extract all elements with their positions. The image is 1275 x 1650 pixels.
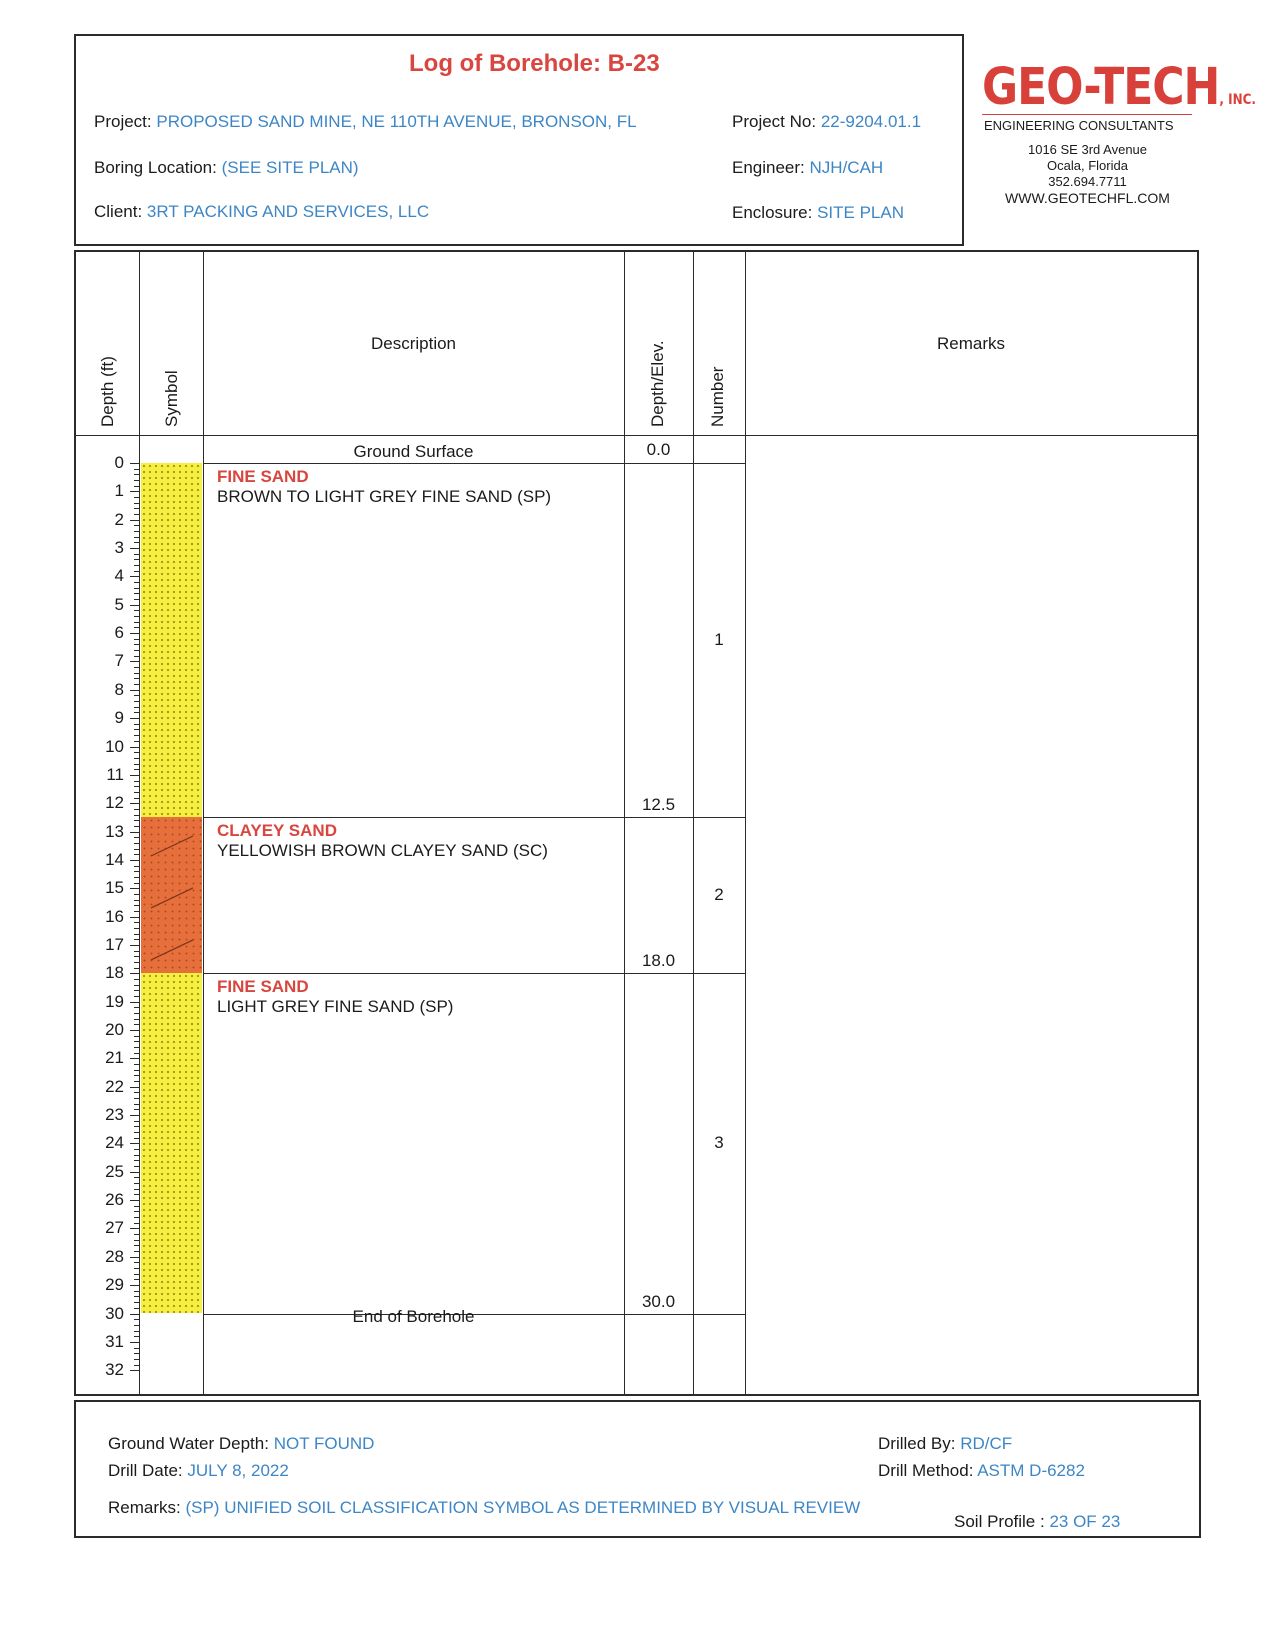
depth-minor-tick	[134, 786, 139, 787]
depth-major-tick	[130, 1342, 139, 1343]
depth-major-tick	[130, 576, 139, 577]
depth-minor-tick	[134, 1126, 139, 1127]
depth-minor-tick	[134, 514, 139, 515]
logo-suffix: , INC.	[1219, 91, 1256, 108]
depth-tick-label: 3	[114, 538, 124, 558]
depth-minor-tick	[134, 1331, 139, 1332]
depth-minor-tick	[134, 1296, 139, 1297]
footer-box	[74, 1400, 1201, 1538]
depth-minor-tick	[134, 627, 139, 628]
depth-minor-tick	[134, 815, 139, 816]
depth-major-tick	[130, 718, 139, 719]
depth-minor-tick	[134, 1081, 139, 1082]
depth-major-tick	[130, 605, 139, 606]
soil-profile-label: Soil Profile :	[954, 1512, 1045, 1531]
col-header-remarks: Remarks	[936, 334, 1005, 353]
depth-tick-label: 2	[114, 509, 124, 529]
project-value: PROPOSED SAND MINE, NE 110TH AVENUE, BRONSON, FL	[156, 112, 637, 131]
depth-minor-tick	[134, 497, 139, 498]
depth-minor-tick	[134, 956, 139, 957]
depth-minor-tick	[134, 542, 139, 543]
depth-minor-tick	[134, 565, 139, 566]
depth-minor-tick	[134, 1274, 139, 1275]
depth-tick-label: 5	[114, 594, 124, 614]
col-header-description: Description	[370, 334, 457, 353]
depth-minor-tick	[134, 571, 139, 572]
depth-minor-tick	[134, 826, 139, 827]
depth-minor-tick	[134, 1155, 139, 1156]
depth-tick-label: 6	[114, 623, 124, 643]
depth-minor-tick	[134, 798, 139, 799]
depth-tick-label: 14	[105, 849, 124, 869]
depth-tick-label: 0	[114, 453, 124, 472]
depth-tick-label: 7	[114, 651, 124, 671]
logo-text: GEO-TECH	[982, 58, 1220, 117]
depth-major-tick	[130, 1172, 139, 1173]
depth-minor-tick	[134, 1075, 139, 1076]
col-header-depth-elev: Depth/Elev.	[648, 340, 667, 427]
stratum-sample-number: 1	[714, 630, 724, 650]
depth-tick-label: 26	[105, 1190, 124, 1210]
project-line	[94, 112, 637, 132]
depth-minor-tick	[134, 968, 139, 969]
strata-layer	[76, 252, 1197, 1394]
depth-minor-tick	[134, 854, 139, 855]
drilled-by-label: Drilled By:	[878, 1434, 956, 1453]
depth-minor-tick	[134, 531, 139, 532]
depth-tick-label: 28	[105, 1246, 124, 1266]
depth-minor-tick	[134, 554, 139, 555]
stratum-bottom-depth: 30.0	[641, 1291, 676, 1311]
enclosure-value: SITE PLAN	[817, 203, 904, 222]
depth-minor-tick	[134, 593, 139, 594]
depth-minor-tick	[134, 1325, 139, 1326]
depth-minor-tick	[134, 1070, 139, 1071]
depth-tick-label: 12	[105, 793, 124, 813]
stratum-name: CLAYEY SAND	[217, 821, 337, 841]
depth-minor-tick	[134, 1019, 139, 1020]
engineer-value: NJH/CAH	[809, 158, 884, 177]
drilled-by-value: RD/CF	[960, 1434, 1013, 1453]
depth-major-tick	[130, 860, 139, 861]
project-no-label: Project No:	[732, 112, 817, 131]
depth-minor-tick	[134, 1047, 139, 1048]
depth-major-tick	[130, 973, 139, 974]
depth-minor-tick	[134, 701, 139, 702]
stratum-symbol-clay	[141, 817, 202, 973]
depth-minor-tick	[134, 866, 139, 867]
depth-minor-tick	[134, 1183, 139, 1184]
depth-major-tick	[130, 945, 139, 946]
depth-major-tick	[130, 463, 139, 464]
end-of-borehole-label: End of Borehole	[352, 1307, 475, 1326]
depth-minor-tick	[134, 1365, 139, 1366]
drill-method-line	[878, 1461, 1085, 1481]
stratum-symbol-sand	[141, 973, 202, 1313]
depth-minor-tick	[134, 525, 139, 526]
depth-minor-tick	[134, 616, 139, 617]
depth-tick-label: 21	[105, 1048, 124, 1068]
depth-minor-tick	[134, 1194, 139, 1195]
depth-minor-tick	[134, 1308, 139, 1309]
depth-minor-tick	[134, 639, 139, 640]
depth-tick-label: 11	[106, 764, 124, 784]
stratum-bottom-depth: 12.5	[641, 795, 676, 815]
stratum-description: LIGHT GREY FINE SAND (SP)	[217, 997, 454, 1017]
depth-minor-tick	[134, 1166, 139, 1167]
stratum-symbol-sand	[141, 463, 202, 817]
depth-major-tick	[130, 661, 139, 662]
depth-scale	[76, 252, 140, 1394]
stratum-bottom-depth: 18.0	[641, 951, 676, 971]
depth-minor-tick	[134, 712, 139, 713]
enclosure-label: Enclosure:	[732, 203, 813, 222]
depth-minor-tick	[134, 582, 139, 583]
depth-tick-label: 24	[105, 1133, 124, 1153]
depth-major-tick	[130, 491, 139, 492]
depth-minor-tick	[134, 922, 139, 923]
depth-minor-tick	[134, 1177, 139, 1178]
depth-minor-tick	[134, 1359, 139, 1360]
depth-minor-tick	[134, 508, 139, 509]
depth-minor-tick	[134, 939, 139, 940]
depth-minor-tick	[134, 678, 139, 679]
depth-minor-tick	[134, 1245, 139, 1246]
depth-tick-label: 19	[105, 991, 124, 1011]
depth-minor-tick	[134, 644, 139, 645]
depth-major-tick	[130, 888, 139, 889]
client-value: 3RT PACKING AND SERVICES, LLC	[146, 202, 430, 221]
depth-minor-tick	[134, 1109, 139, 1110]
footer-remarks-line	[108, 1498, 860, 1518]
depth-minor-tick	[134, 1024, 139, 1025]
log-table	[74, 250, 1199, 1396]
depth-minor-tick	[134, 979, 139, 980]
col-header-depth: Depth (ft)	[98, 356, 117, 427]
depth-minor-tick	[134, 1279, 139, 1280]
depth-minor-tick	[134, 480, 139, 481]
depth-minor-tick	[134, 1041, 139, 1042]
depth-major-tick	[130, 1002, 139, 1003]
depth-tick-label: 32	[105, 1360, 124, 1380]
depth-minor-tick	[134, 837, 139, 838]
depth-minor-tick	[134, 985, 139, 986]
drill-date-value: JULY 8, 2022	[187, 1461, 289, 1480]
depth-minor-tick	[134, 1092, 139, 1093]
drill-method-label: Drill Method:	[878, 1461, 974, 1480]
depth-minor-tick	[134, 809, 139, 810]
depth-minor-tick	[134, 781, 139, 782]
footer-remarks-value: (SP) UNIFIED SOIL CLASSIFICATION SYMBOL AS DETERMINED BY VISUAL REVIEW	[185, 1498, 861, 1517]
depth-minor-tick	[134, 724, 139, 725]
depth-minor-tick	[134, 1189, 139, 1190]
depth-minor-tick	[134, 684, 139, 685]
depth-minor-tick	[134, 650, 139, 651]
depth-tick-label: 22	[105, 1076, 124, 1096]
depth-minor-tick	[134, 599, 139, 600]
depth-minor-tick	[134, 769, 139, 770]
depth-minor-tick	[134, 1138, 139, 1139]
depth-minor-tick	[134, 911, 139, 912]
depth-minor-tick	[134, 1348, 139, 1349]
depth-major-tick	[130, 775, 139, 776]
clay-hatch-stroke	[151, 836, 193, 856]
boring-location-value: (SEE SITE PLAN)	[221, 158, 359, 177]
depth-minor-tick	[134, 1036, 139, 1037]
depth-minor-tick	[134, 735, 139, 736]
depth-minor-tick	[134, 673, 139, 674]
depth-tick-label: 29	[105, 1275, 124, 1295]
depth-tick-label: 1	[114, 481, 124, 501]
depth-minor-tick	[134, 883, 139, 884]
depth-minor-tick	[134, 1104, 139, 1105]
depth-tick-label: 16	[105, 906, 124, 926]
depth-minor-tick	[134, 990, 139, 991]
depth-minor-tick	[134, 610, 139, 611]
clay-hatch	[141, 817, 202, 973]
depth-minor-tick	[134, 1013, 139, 1014]
stratum-boundary-line	[203, 973, 745, 974]
stratum-description: BROWN TO LIGHT GREY FINE SAND (SP)	[217, 487, 552, 506]
depth-minor-tick	[134, 934, 139, 935]
depth-minor-tick	[134, 951, 139, 952]
company-logo	[982, 58, 1256, 117]
depth-tick-label: 4	[114, 566, 124, 586]
depth-tick-label: 20	[105, 1020, 124, 1039]
depth-minor-tick	[134, 656, 139, 657]
enclosure-line	[732, 203, 904, 223]
engineer-line	[732, 158, 883, 178]
depth-major-tick	[130, 917, 139, 918]
depth-minor-tick	[134, 764, 139, 765]
stratum-name: FINE SAND	[217, 977, 309, 997]
depth-minor-tick	[134, 1211, 139, 1212]
project-no-line	[732, 112, 921, 132]
depth-minor-tick	[134, 1007, 139, 1008]
depth-minor-tick	[134, 667, 139, 668]
depth-minor-tick	[134, 1240, 139, 1241]
depth-minor-tick	[134, 1206, 139, 1207]
depth-minor-tick	[134, 1353, 139, 1354]
depth-tick-label: 30	[105, 1303, 124, 1323]
engineer-label: Engineer:	[732, 158, 805, 177]
depth-major-tick	[130, 1285, 139, 1286]
depth-minor-tick	[134, 1268, 139, 1269]
depth-major-tick	[130, 1087, 139, 1088]
depth-minor-tick	[134, 707, 139, 708]
depth-minor-tick	[134, 1121, 139, 1122]
project-no-value: 22-9204.01.1	[820, 112, 922, 131]
depth-minor-tick	[134, 1251, 139, 1252]
depth-tick-label: 13	[105, 821, 124, 841]
depth-major-tick	[130, 832, 139, 833]
ground-surface-depth: 0.0	[646, 440, 671, 459]
depth-minor-tick	[134, 695, 139, 696]
depth-minor-tick	[134, 474, 139, 475]
depth-minor-tick	[134, 820, 139, 821]
depth-minor-tick	[134, 900, 139, 901]
depth-minor-tick	[134, 871, 139, 872]
depth-minor-tick	[134, 962, 139, 963]
depth-major-tick	[130, 1228, 139, 1229]
depth-major-tick	[130, 1058, 139, 1059]
client-line	[94, 202, 429, 222]
depth-minor-tick	[134, 792, 139, 793]
depth-minor-tick	[134, 622, 139, 623]
depth-minor-tick	[134, 729, 139, 730]
depth-major-tick	[130, 1200, 139, 1201]
drill-method-value: ASTM D-6282	[977, 1461, 1085, 1480]
drill-date-line	[108, 1461, 289, 1481]
depth-minor-tick	[134, 1336, 139, 1337]
depth-major-tick	[130, 1143, 139, 1144]
groundwater-line	[108, 1434, 374, 1454]
depth-minor-tick	[134, 1319, 139, 1320]
depth-tick-label: 8	[114, 679, 124, 699]
company-website: WWW.GEOTECHFL.COM	[1005, 190, 1170, 206]
depth-minor-tick	[134, 1302, 139, 1303]
depth-minor-tick	[134, 1149, 139, 1150]
depth-major-tick	[130, 747, 139, 748]
depth-minor-tick	[134, 1098, 139, 1099]
depth-minor-tick	[134, 1234, 139, 1235]
depth-tick-label: 25	[105, 1161, 124, 1181]
groundwater-value: NOT FOUND	[273, 1434, 375, 1453]
stratum-boundary-line	[203, 817, 745, 818]
stratum-sample-number: 2	[714, 885, 724, 905]
stratum-name: FINE SAND	[217, 467, 309, 486]
depth-tick-label: 10	[105, 736, 124, 756]
company-phone: 352.694.7711	[1048, 174, 1127, 189]
depth-minor-tick	[134, 1132, 139, 1133]
depth-minor-tick	[134, 741, 139, 742]
depth-tick-label: 15	[105, 878, 124, 898]
client-label: Client:	[94, 202, 143, 221]
company-address-2: Ocala, Florida	[1047, 158, 1128, 173]
depth-minor-tick	[134, 905, 139, 906]
depth-tick-label: 9	[114, 708, 124, 728]
depth-major-tick	[130, 1314, 139, 1315]
depth-minor-tick	[134, 503, 139, 504]
depth-minor-tick	[134, 486, 139, 487]
project-label: Project:	[94, 112, 152, 131]
depth-major-tick	[130, 548, 139, 549]
stratum-sample-number: 3	[714, 1133, 724, 1153]
depth-minor-tick	[134, 843, 139, 844]
depth-tick-label: 18	[105, 963, 124, 983]
clay-hatch-stroke	[151, 888, 193, 908]
col-header-symbol: Symbol	[162, 370, 181, 427]
depth-minor-tick	[134, 849, 139, 850]
company-block	[980, 58, 1256, 218]
depth-minor-tick	[134, 1160, 139, 1161]
depth-major-tick	[130, 690, 139, 691]
depth-major-tick	[130, 1115, 139, 1116]
depth-minor-tick	[134, 1217, 139, 1218]
logo-underline	[982, 114, 1192, 115]
depth-minor-tick	[134, 1053, 139, 1054]
boring-location-label: Boring Location:	[94, 158, 217, 177]
drill-date-label: Drill Date:	[108, 1461, 183, 1480]
depth-tick-label: 17	[105, 934, 124, 954]
boring-location-line	[94, 158, 359, 178]
stratum-description: YELLOWISH BROWN CLAYEY SAND (SC)	[217, 841, 548, 861]
depth-major-tick	[130, 1030, 139, 1031]
depth-major-tick	[130, 803, 139, 804]
depth-tick-label: 23	[105, 1105, 124, 1125]
depth-minor-tick	[134, 928, 139, 929]
ground-surface-label: Ground Surface	[353, 442, 474, 461]
drilled-by-line	[878, 1434, 1012, 1454]
soil-profile-value: 23 OF 23	[1049, 1512, 1121, 1531]
depth-major-tick	[130, 633, 139, 634]
depth-tick-label: 27	[105, 1218, 124, 1238]
depth-minor-tick	[134, 537, 139, 538]
depth-minor-tick	[134, 559, 139, 560]
depth-minor-tick	[134, 469, 139, 470]
company-address-1: 1016 SE 3rd Avenue	[1027, 142, 1148, 157]
soil-profile-line	[954, 1512, 1120, 1532]
depth-minor-tick	[134, 1223, 139, 1224]
depth-major-tick	[130, 520, 139, 521]
page-title: Log of Borehole: B-23	[409, 50, 660, 77]
depth-tick-label: 31	[105, 1331, 124, 1351]
col-header-number: Number	[708, 366, 727, 427]
depth-minor-tick	[134, 1262, 139, 1263]
depth-minor-tick	[134, 877, 139, 878]
depth-major-tick	[130, 1257, 139, 1258]
company-tagline: ENGINEERING CONSULTANTS	[984, 118, 1174, 133]
depth-minor-tick	[134, 588, 139, 589]
depth-minor-tick	[134, 752, 139, 753]
depth-minor-tick	[134, 758, 139, 759]
footer-remarks-label: Remarks:	[108, 1498, 181, 1517]
depth-major-tick	[130, 1370, 139, 1371]
header-box	[74, 34, 964, 246]
clay-hatch-stroke	[151, 940, 193, 960]
depth-minor-tick	[134, 894, 139, 895]
depth-minor-tick	[134, 1291, 139, 1292]
depth-minor-tick	[134, 996, 139, 997]
depth-minor-tick	[134, 1064, 139, 1065]
groundwater-label: Ground Water Depth:	[108, 1434, 269, 1453]
